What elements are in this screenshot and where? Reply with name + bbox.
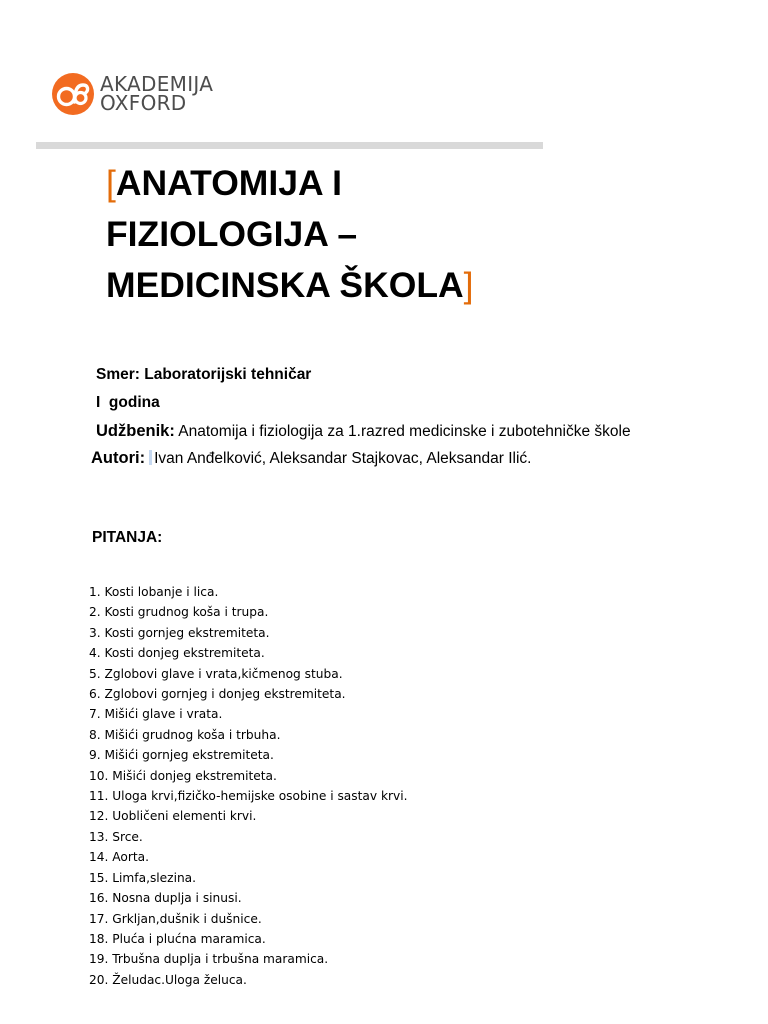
udzbenik-value: Anatomija i fiziologija za 1.razred medicinske i zubotehničke škole: [174, 423, 631, 440]
questions-list: [89, 582, 408, 990]
header-divider: [36, 142, 543, 149]
list-item: 13. Srce.: [89, 829, 143, 844]
logo-line-akademija: AKADEMIJA: [100, 72, 214, 96]
udzbenik-label: Udžbenik:: [96, 422, 175, 440]
list-item: 3. Kosti gornjeg ekstremiteta.: [89, 625, 270, 640]
smer-line: Smer: Laboratorijski tehničar: [96, 366, 312, 383]
autori-line: [91, 449, 531, 468]
list-item: 7. Mišići glave i vrata.: [89, 707, 223, 722]
godina-line: I godina: [96, 394, 160, 411]
akademija-oxford-logo: [50, 70, 213, 118]
logo-line-oxford: OXFORD: [100, 91, 187, 115]
list-item: 6. Zglobovi gornjeg i donjeg ekstremiteta.: [89, 687, 346, 702]
document-title: [106, 158, 474, 311]
list-item: 1. Kosti lobanje i lica.: [89, 585, 219, 599]
list-item: 12. Uobličeni elementi krvi.: [89, 809, 257, 824]
list-item: 17. Grkljan,dušnik i dušnice.: [89, 911, 262, 926]
autori-label: Autori:: [91, 449, 146, 467]
text-cursor-marker: [149, 450, 152, 465]
list-item: 20. Želudac.Uloga želuca.: [89, 972, 247, 987]
title-line-3: MEDICINSKA ŠKOLA]: [106, 265, 474, 305]
title-line-1: [ANATOMIJA I: [106, 163, 343, 203]
list-item: 14. Aorta.: [89, 850, 149, 865]
list-item: 4. Kosti donjeg ekstremiteta.: [89, 646, 265, 661]
list-item: 8. Mišići grudnog koša i trbuha.: [89, 727, 281, 742]
list-item: 11. Uloga krvi,fizičko-hemijske osobine i sastav krvi.: [89, 789, 408, 804]
autori-value: Ivan Anđelković, Aleksandar Stajkovac, Aleksandar Ilić.: [154, 450, 532, 467]
list-item: 9. Mišići gornjeg ekstremiteta.: [89, 748, 274, 763]
list-item: 5. Zglobovi glave i vrata,kičmenog stuba.: [89, 666, 343, 681]
list-item: 18. Pluća i plućna maramica.: [89, 931, 266, 946]
title-open-bracket: [: [106, 163, 116, 203]
logo-wordmark: [100, 72, 214, 115]
list-item: 19. Trbušna duplja i trbušna maramica.: [89, 952, 329, 967]
list-item: 16. Nosna duplja i sinusi.: [89, 891, 242, 906]
list-item: 2. Kosti grudnog koša i trupa.: [89, 605, 269, 620]
udzbenik-line: [96, 422, 631, 441]
list-item: 15. Limfa,slezina.: [89, 870, 197, 885]
list-item: 10. Mišići donjeg ekstremiteta.: [89, 768, 277, 783]
title-line-2: FIZIOLOGIJA –: [106, 214, 358, 254]
title-close-bracket: ]: [463, 265, 474, 305]
pitanja-heading: PITANJA:: [92, 529, 163, 546]
akademija-oxford-logo-icon: [50, 71, 96, 117]
